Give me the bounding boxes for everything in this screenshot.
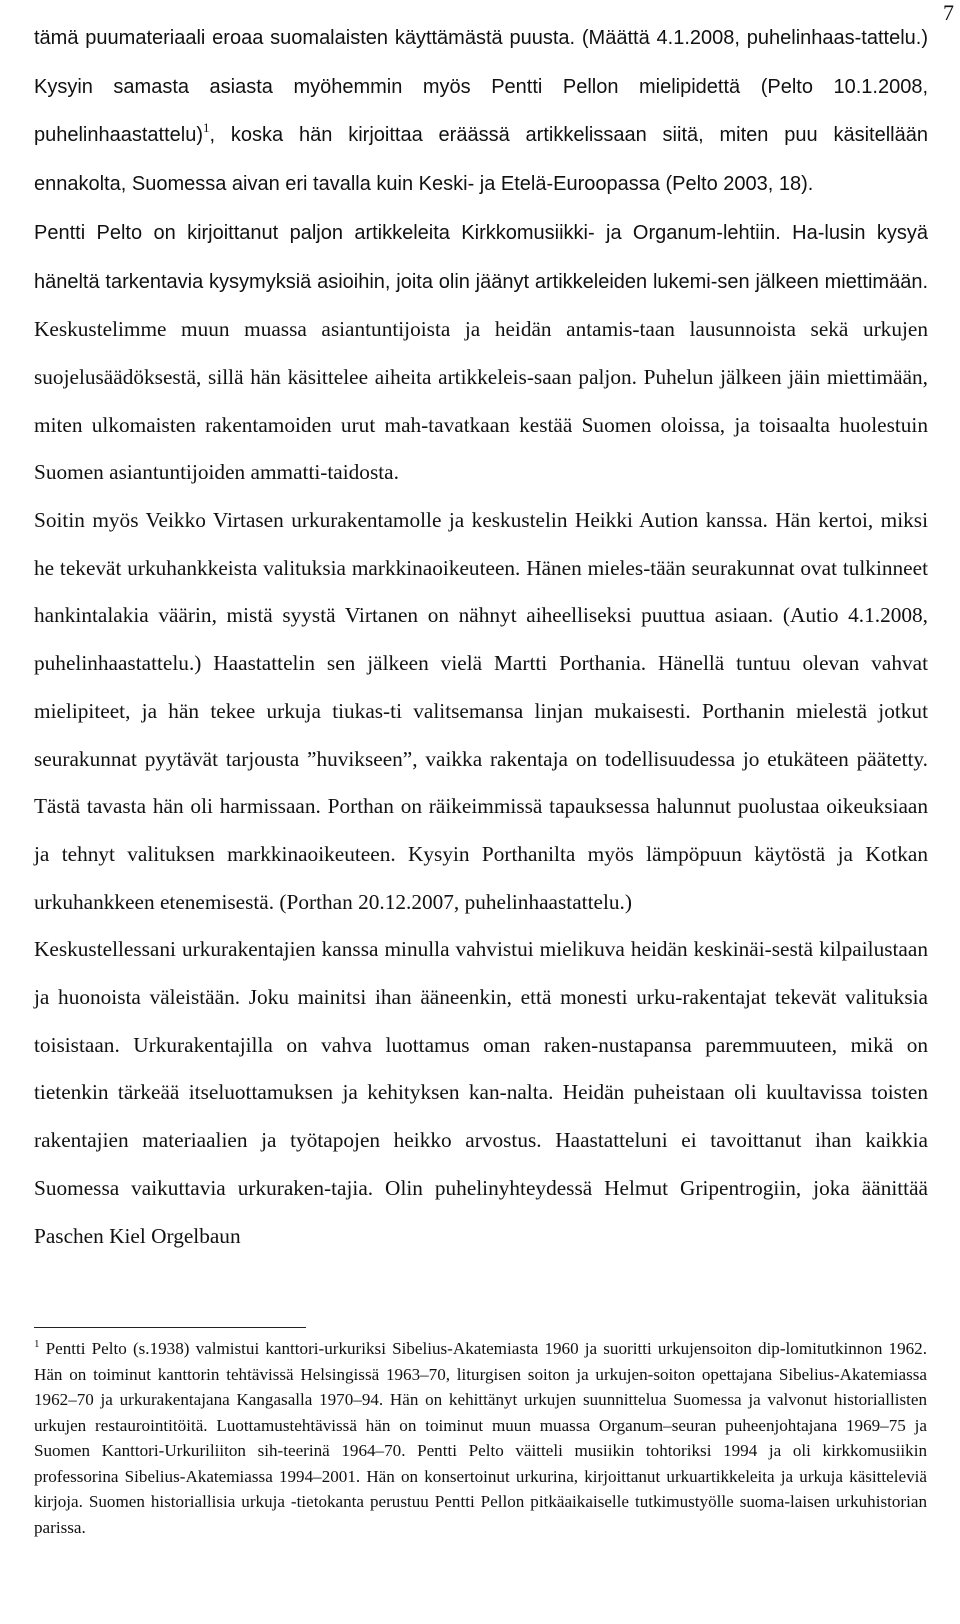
paragraph-4: Keskustellessani urkurakentajien kanssa minulla vahvistui mielikuva heidän keskinäi-sestä kilpailustaan ja huonoista väleistään. Joku mainitsi ihan ääneenkin, että monesti urku-rakentajat tekevät valituksia toisistaan. Urkurakentajilla on vahva luottamus oman raken-nustapansa paremmuuteen, mikä on tietenkin tärkeää itseluottamuksen ja kehityksen kan-nalta. Heidän puheistaan oli kuultavissa toisten rakentajien materiaalien ja työtapojen heikko arvostus. Haastatteluni ei tavoittanut ihan kaikkia Suomessa vaikuttavia urkuraken-tajia. Olin puhelinyhteydessä Helmut Gripentrogiin, joka äänittää Paschen Kiel Orgelbaun: [34, 937, 928, 1248]
body-text: [0, 14, 956, 1260]
footnote-marker: 1: [34, 1338, 40, 1350]
footnote-1-text: Pentti Pelto (s.1938) valmistui kanttori-urkuriksi Sibelius-Akatemiasta 1960 ja suoritti urkujensoiton dip-lomitutkinnon 1962. Hän on toiminut kanttorin tehtävissä Helsingissä 1963–70, liturgisen soiton ja urkujen-soiton opettajana Sibelius-Akatemiassa 1962–70 ja urkurakentajana Kangasalla 1970–94. Hän on kehittänyt urkujen suunnittelua Suomessa ja valvonut historiallisten urkujen restaurointitöitä. Luottamustehtävissä hän on toiminut muun muassa Organum–seuran puheenjohtajana 1969–75 ja Suomen Kanttori-Urkuriliiton sih-teerinä 1964–70. Pentti Pelto väitteli musiikin tohtoriksi 1994 ja oli kirkkomusiikin professorina Sibelius-Akatemiassa 1994–2001. Hän on konsertoinut urkurina, kirjoittanut urkuartikkeleita ja urkuja käsitteleviä kirjoja. Suomen historiallisia urkuja -tietokanta perustuu Pentti Pellon pitkäaikaiselle tutkimustyölle suoma-laisen urkuhistorian parissa.: [34, 1339, 927, 1537]
footnotes: [34, 1336, 927, 1540]
paragraph-1: [34, 14, 928, 209]
footnote-reference[interactable]: 1: [203, 120, 210, 136]
paragraph-2-text-b: Keskustelimme muun muassa asiantuntijoista ja heidän antamis-taan lausunnoista sekä urkujen suojelusäädöksestä, sillä hän käsittelee aiheita artikkeleis-saan paljon. Puhelun jälkeen jäin miettimään, miten ulkomaisten rakentamoiden urut mah-tavatkaan kestää Suomen oloissa, ja toisaalta huolestuin Suomen asiantuntijoiden ammatti-taidosta.: [34, 317, 928, 485]
paragraph-1-text-a: tämä puumateriaali eroaa suomalaisten käyttämästä puusta. (Määttä 4.1.2008, puhelinhaas-tattelu.) Kysyin samasta asiasta myöhemmin myös Pentti Pellon mielipidettä (Pelto 10.1.2008, puhelinhaastattelu): [34, 27, 928, 147]
paragraph-3: Soitin myös Veikko Virtasen urkurakentamolle ja keskustelin Heikki Aution kanssa. Hän kertoi, miksi he tekevät urkuhankkeista valituksia markkinaoikeuteen. Hänen mieles-tään seurakunnat ovat tulkinneet hankintalakia väärin, mistä syystä Virtanen on nähnyt aiheelliseksi puuttua asiaan. (Autio 4.1.2008, puhelinhaastattelu.) Haastattelin sen jälkeen vielä Martti Porthania. Hänellä tuntuu olevan vahvat mielipiteet, ja hän tekee urkuja tiukas-ti valitsemansa linjan mukaisesti. Porthanin mielestä jotkut seurakunnat pyytävät tarjousta ”huvikseen”, vaikka rakentaja on todellisuudessa jo etukäteen päätetty. Tästä tavasta hän oli harmissaan. Porthan on räikeimmissä tapauksessa halunnut puolustaa oikeuksiaan ja tehnyt valituksen markkinaoikeuteen. Kysyin Porthanilta myös lämpöpuun käytöstä ja Kotkan urkuhankkeen etenemisestä. (Porthan 20.12.2007, puhelinhaastattelu.): [34, 508, 928, 914]
footnote-1: [34, 1336, 927, 1540]
paragraph-1-text-b: , koska hän kirjoittaa eräässä artikkelissaan siitä, miten puu käsitellään ennakolta, Suomessa aivan eri tavalla kuin Keski- ja Etelä-Euroopassa (Pelto 2003, 18).: [34, 124, 928, 196]
footnote-separator: [34, 1327, 306, 1328]
page-number: 7: [943, 0, 954, 25]
paragraph-2: [34, 209, 928, 497]
paragraph-2-text-a: Pentti Pelto on kirjoittanut paljon artikkeleita Kirkkomusiikki- ja Organum-lehtiin. Ha-lusin kysyä häneltä tarkentavia kysymyksiä asioihin, joita olin jäänyt artikkeleiden lukemi-sen jälkeen miettimään.: [34, 221, 928, 293]
